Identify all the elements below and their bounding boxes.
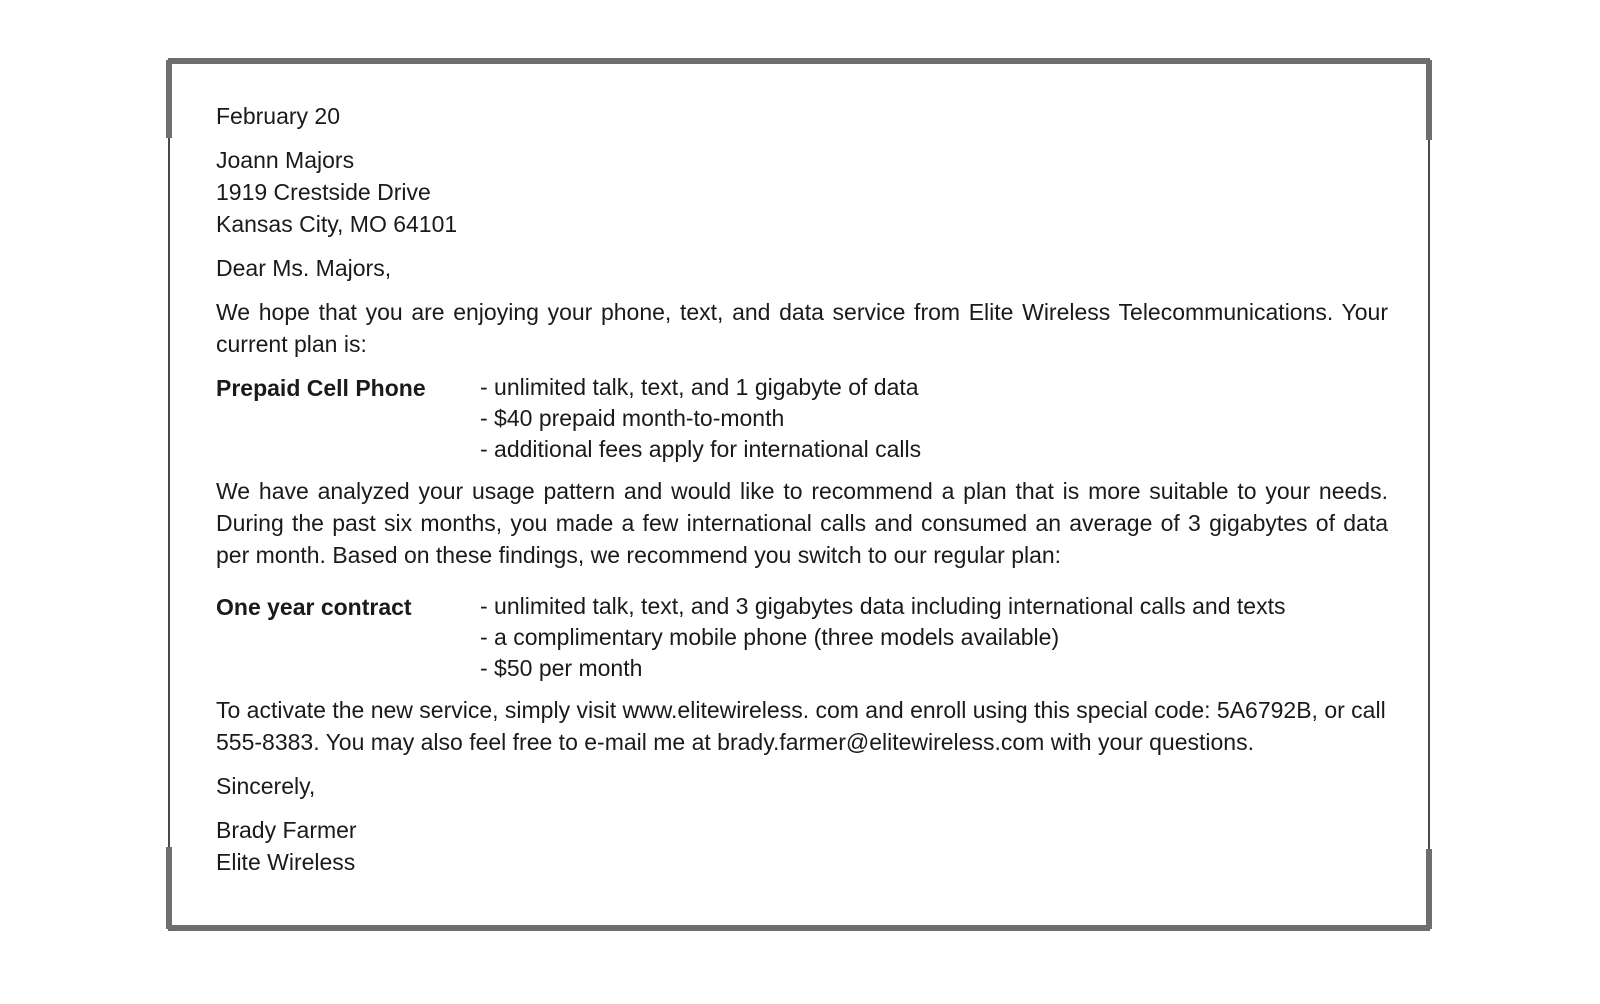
plan-feature: - $40 prepaid month-to-month — [480, 405, 785, 431]
letter-frame — [168, 58, 1430, 931]
recipient-name: Joann Majors — [216, 147, 355, 173]
recommended-plan-name: One year contract — [216, 594, 412, 620]
frame-corner-bottom-left — [166, 847, 172, 929]
letter-body — [216, 100, 1388, 890]
salutation: Dear Ms. Majors, — [216, 255, 392, 281]
plan-feature: - additional fees apply for international calls — [480, 436, 922, 462]
analysis-paragraph: We have analyzed your usage pattern and would like to recommend a plan that is more suitable to your needs. During the past six months, you made a few international calls and consumed an average of 3 gigabytes of data per month. Based on these findings, we recommend you switch to our regular plan: — [216, 478, 1388, 568]
plan-feature: - $50 per month — [480, 655, 643, 681]
recommended-plan-features — [480, 591, 1285, 684]
intro-paragraph: We hope that you are enjoying your phone, text, and data service from Elite Wireless Telecommunications. Your current plan is: — [216, 299, 1388, 357]
plan-feature: - unlimited talk, text, and 3 gigabytes data including international calls and texts — [480, 593, 1286, 619]
closing: Sincerely, — [216, 773, 316, 799]
plan-feature: - unlimited talk, text, and 1 gigabyte of data — [480, 374, 919, 400]
frame-corner-bottom-right — [1426, 849, 1432, 929]
current-plan-features — [480, 372, 921, 465]
recipient-city-state-zip: Kansas City, MO 64101 — [216, 211, 458, 237]
plan-feature: - a complimentary mobile phone (three models available) — [480, 624, 1060, 650]
recipient-street: 1919 Crestside Drive — [216, 179, 431, 205]
current-plan — [216, 372, 1388, 465]
sender-company: Elite Wireless — [216, 849, 356, 875]
activation-paragraph: To activate the new service, simply visit www.elitewireless. com and enroll using this special code: 5A6792B, or call 555-8383. You may also feel free to e-mail me at brady.farmer@elitewireless.com with your questions. — [216, 697, 1386, 755]
frame-corner-top-left — [166, 60, 172, 138]
current-plan-name: Prepaid Cell Phone — [216, 375, 426, 401]
frame-corner-top-right — [1426, 60, 1432, 140]
recommended-plan — [216, 591, 1388, 684]
recipient-address — [216, 144, 1388, 240]
sender-name: Brady Farmer — [216, 817, 357, 843]
signature-block — [216, 814, 1388, 878]
letter-date: February 20 — [216, 103, 341, 129]
